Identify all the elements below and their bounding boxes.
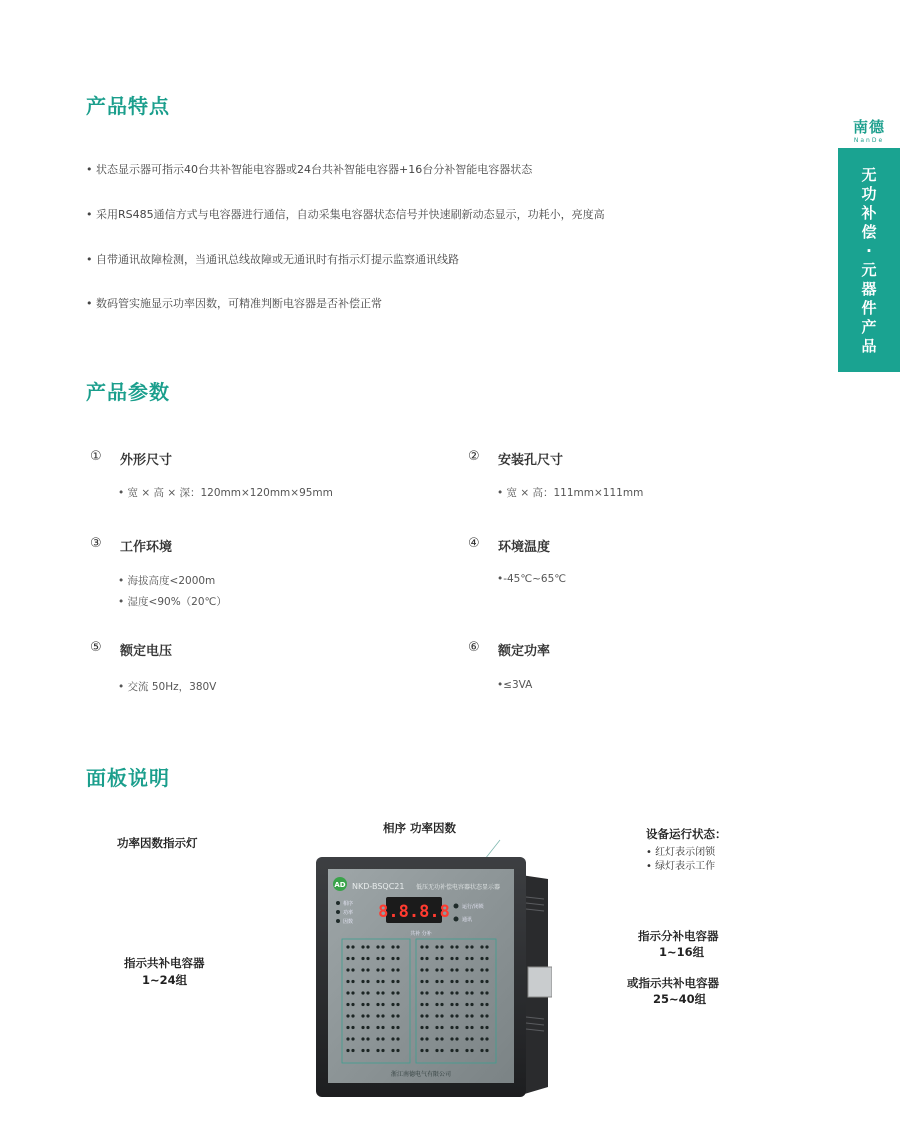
led-dot [480,1003,483,1006]
led-dot [425,980,428,983]
param-number: ② [468,449,480,464]
led-dot [435,1037,438,1040]
led-dot [480,1037,483,1040]
led-dot [381,980,384,983]
led-dot [480,1014,483,1017]
led-dot [480,957,483,960]
led-dot [366,1026,369,1029]
led-dot [376,957,379,960]
param-value: • 宽 × 高：111mm×111mm [497,487,644,499]
category-char: 元 [861,261,877,279]
device-indicator-label: 运行/闭锁 [462,904,484,910]
led-dot [470,991,473,994]
led-dot [366,968,369,971]
led-dot [485,980,488,983]
device-bottom-text: 浙江南德电气有限公司 [390,1071,452,1078]
led-dot [470,1003,473,1006]
led-dot [455,1037,458,1040]
param-value: •-45℃~65℃ [497,573,567,585]
led-dot [366,957,369,960]
param-number: ⑥ [468,640,480,655]
param-number: ⑤ [90,640,102,655]
led-dot [351,980,354,983]
led-dot [381,1049,384,1052]
led-dot [425,1014,428,1017]
led-dot [440,991,443,994]
led-dot [351,1003,354,1006]
led-dot [376,1014,379,1017]
status-red: • 红灯表示闭锁 [646,847,716,858]
device-side-label: 功率 [343,910,354,916]
led-dot [420,1037,423,1040]
led-dot [376,1003,379,1006]
led-dot [381,991,384,994]
svg-text:AD: AD [334,881,346,889]
led-dot [366,980,369,983]
led-dot [396,1026,399,1029]
led-dot [435,1049,438,1052]
led-dot [470,968,473,971]
led-dot [396,991,399,994]
led-dot [465,1049,468,1052]
led-dot [346,1026,349,1029]
led-dot [435,1026,438,1029]
feature-item: • 状态显示器可指示40台共补智能电容器或24台共补智能电容器+16台分补智能电容器状态 [86,163,533,176]
device-side-label: 相序 [343,901,354,907]
brand-sub: NanDe [853,137,885,144]
led-dot [366,1003,369,1006]
feature-item: • 自带通讯故障检测，当通讯总线故障或无通讯时有指示灯提示监察通讯线路 [86,253,459,266]
device-indicator-label: 通讯 [462,917,473,923]
param-number: ① [90,449,102,464]
led-dot [361,1037,364,1040]
led-dot [376,968,379,971]
category-char: 无 [861,166,877,184]
led-dot [361,945,364,948]
led-dot [361,1014,364,1017]
led-dot [391,945,394,948]
led-dot [381,968,384,971]
led-dot [391,980,394,983]
led-dot [391,957,394,960]
led-dot [351,968,354,971]
led-dot [480,1049,483,1052]
led-dot [435,968,438,971]
led-dot [346,1049,349,1052]
led-dot [465,957,468,960]
led-dot [455,945,458,948]
category-char: 偿 [861,223,877,241]
led-dot [440,1014,443,1017]
led-dot [450,980,453,983]
led-dot [465,1026,468,1029]
led-dot [366,991,369,994]
led-dot [485,957,488,960]
led-dot [480,945,483,948]
param-number: ③ [90,536,102,551]
led-dot [391,968,394,971]
led-dot [470,980,473,983]
led-dot [420,980,423,983]
led-dot [465,1014,468,1017]
led-dot [420,968,423,971]
led-dot [351,1026,354,1029]
led-dot [435,1003,438,1006]
led-dot [346,980,349,983]
param-value: • 交流 50Hz，380V [118,681,217,693]
param-title: 额定功率 [498,644,551,659]
led-dot [346,991,349,994]
led-dot [480,991,483,994]
led-dot [435,991,438,994]
category-char: 品 [861,337,877,355]
led-dot [455,968,458,971]
param-value: •≤3VA [497,679,533,691]
param-title: 额定电压 [120,644,173,659]
params-title: 产品参数 [86,380,170,404]
led-dot [420,991,423,994]
led-dot [366,945,369,948]
led-dot [455,1026,458,1029]
device-display: 8.8.8.8 [378,902,450,922]
led-dot [435,980,438,983]
led-dot [391,1014,394,1017]
led-dot [420,1003,423,1006]
led-dot [425,1003,428,1006]
features-title: 产品特点 [86,94,170,118]
led-dot [396,957,399,960]
device-name: 低压无功补偿电容器状态显示器 [416,884,501,891]
led-dot [351,1014,354,1017]
led-dot [396,945,399,948]
led-dot [480,980,483,983]
common-cap-range: 1~24组 [142,973,188,987]
common-cap-alt-range: 25~40组 [653,992,707,1006]
led-dot [485,1037,488,1040]
led-dot [455,1003,458,1006]
led-dot [381,1014,384,1017]
led-dot [450,1003,453,1006]
led-dot [346,957,349,960]
param-title: 外形尺寸 [120,453,173,468]
led-dot [346,968,349,971]
led-dot [366,1049,369,1052]
common-cap-label: 指示共补电容器 [124,956,205,970]
category-char: 功 [861,185,877,203]
led-dot [440,1037,443,1040]
led-dot [465,945,468,948]
led-dot [381,1037,384,1040]
category-label [838,166,900,356]
side-category-tab [838,110,900,372]
led-dot [376,1037,379,1040]
led-dot [485,991,488,994]
pf-light-label: 功率因数指示灯 [117,836,198,850]
led-dot [425,1026,428,1029]
led-dot [450,1049,453,1052]
led-dot [420,1026,423,1029]
led-dot [351,1049,354,1052]
led-dot [455,1014,458,1017]
led-dot [376,991,379,994]
led-dot [351,1037,354,1040]
led-dot [440,968,443,971]
led-dot [465,1003,468,1006]
brand-name: 南德 [852,118,885,136]
led-dot [470,1037,473,1040]
category-char: 器 [861,280,877,298]
led-dot [396,1003,399,1006]
feature-item: • 采用RS485通信方式与电容器进行通信，自动采集电容器状态信号并快速刷新动态显示，功耗小，亮度高 [86,208,605,221]
led-dot [470,957,473,960]
led-dot [455,980,458,983]
led-dot [440,1003,443,1006]
led-dot [450,968,453,971]
led-dot [396,1049,399,1052]
led-dot [440,1049,443,1052]
led-dot [381,1003,384,1006]
led-dot [366,1037,369,1040]
led-dot [425,968,428,971]
led-dot [381,1026,384,1029]
brand-logo [838,110,900,149]
led-dot [450,957,453,960]
feature-item: • 数码管实施显示功率因数，可精准判断电容器是否补偿正常 [86,297,382,310]
panel-title: 面板说明 [86,766,170,790]
led-dot [435,945,438,948]
param-value: • 海拔高度<2000m [118,575,216,587]
led-dot [391,991,394,994]
led-dot [346,1003,349,1006]
led-dot [420,957,423,960]
split-cap-range: 1~16组 [659,945,705,959]
led-dot [351,957,354,960]
led-dot [485,1026,488,1029]
phase-pf-label: 相序 功率因数 [383,821,457,835]
led-dot [420,1014,423,1017]
param-value: • 宽 × 高 × 深：120mm×120mm×95mm [118,487,333,499]
led-dot [425,945,428,948]
led-dot [465,991,468,994]
led-dot [485,945,488,948]
led-dot [351,945,354,948]
led-dot [396,980,399,983]
led-dot [346,1014,349,1017]
led-dot [420,945,423,948]
led-dot [450,1037,453,1040]
led-dot [470,1049,473,1052]
led-dot [485,1014,488,1017]
category-char: 件 [861,299,877,317]
led-dot [470,1014,473,1017]
led-dot [440,957,443,960]
led-dot [425,957,428,960]
led-dot [450,1014,453,1017]
led-dot [440,945,443,948]
common-cap-alt-label: 或指示共补电容器 [627,976,719,990]
led-dot [450,945,453,948]
device-side-label: 因数 [343,919,354,925]
led-dot [361,957,364,960]
led-dot [376,1049,379,1052]
led-dot [440,1026,443,1029]
led-dot [391,1026,394,1029]
led-dot [396,1014,399,1017]
led-dot [361,1049,364,1052]
led-dot [425,1049,428,1052]
led-dot [465,980,468,983]
led-dot [366,1014,369,1017]
led-dot [425,1037,428,1040]
device-illustration [316,857,552,1097]
led-dot [381,957,384,960]
category-char: 产 [861,318,877,336]
status-green: • 绿灯表示工作 [646,861,716,872]
led-dot [346,945,349,948]
led-dot [361,980,364,983]
led-dot [450,1026,453,1029]
led-dot [361,968,364,971]
led-dot [425,991,428,994]
led-dot [450,991,453,994]
led-dot [376,945,379,948]
led-dot [381,945,384,948]
led-dot [480,1026,483,1029]
led-dot [391,1049,394,1052]
led-dot [470,1026,473,1029]
led-dot [420,1049,423,1052]
led-dot [485,1003,488,1006]
led-dot [455,957,458,960]
led-dot [455,991,458,994]
category-char: · [866,242,872,260]
led-dot [485,968,488,971]
led-dot [480,968,483,971]
led-dot [435,957,438,960]
led-dot [361,1003,364,1006]
param-title: 安装孔尺寸 [498,453,564,468]
led-dot [396,1037,399,1040]
param-title: 工作环境 [120,540,173,555]
led-dot [396,968,399,971]
led-dot [465,968,468,971]
led-dot [465,1037,468,1040]
category-char: 补 [861,204,877,222]
led-dot [440,980,443,983]
param-number: ④ [468,536,480,551]
led-dot [376,980,379,983]
led-dot [455,1049,458,1052]
led-dot [361,991,364,994]
led-dot [435,1014,438,1017]
led-dot [346,1037,349,1040]
param-value: • 湿度<90%（20℃） [118,596,227,608]
led-dot [376,1026,379,1029]
split-cap-label: 指示分补电容器 [638,929,719,943]
led-dot [470,945,473,948]
device-column-header: 共补 分补 [410,931,432,937]
led-dot [351,991,354,994]
device-model: NKD-BSQC21 [352,882,405,891]
param-title: 环境温度 [498,540,551,555]
led-dot [391,1037,394,1040]
led-dot [485,1049,488,1052]
status-title: 设备运行状态： [646,827,727,841]
led-dot [361,1026,364,1029]
led-dot [391,1003,394,1006]
